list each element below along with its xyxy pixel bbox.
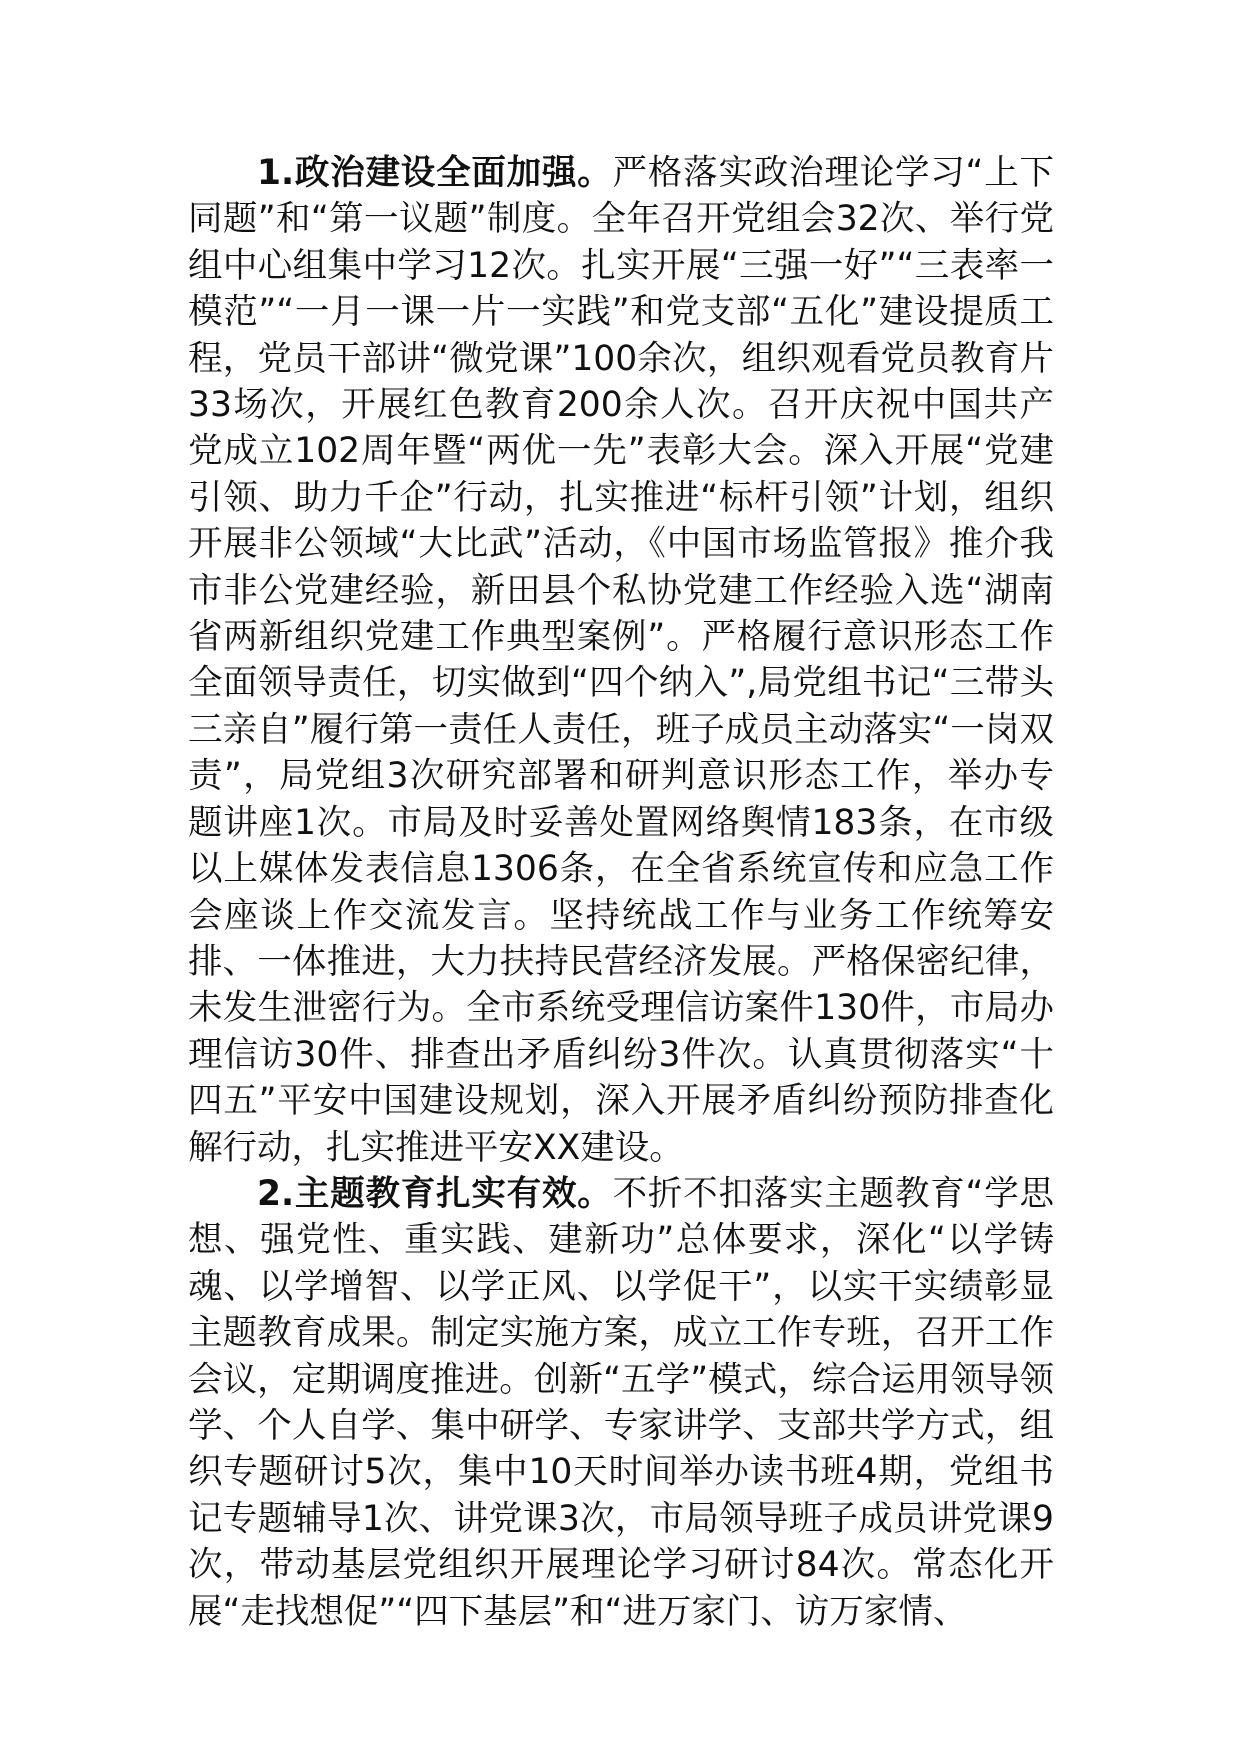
paragraph-heading: 2.主题教育扎实有效。 <box>257 1173 613 1214</box>
paragraph-text: 不折不扣落实主题教育“学思想、强党性、重实践、建新功”总体要求，深化“以学铸魂、以学增智、以学正风、以学促干”，以实干实绩彰显主题教育成果。制定实施方案，成立工作专班，召开工作会议，定期调度推进。创新“五学”模式，综合运用领导领学、个人自学、集中研学、专家讲学、支部共学方式，组织专题研讨5次，集中10天时间举办读书班4期，党组书记专题辅导1次、讲党课3次，市局领导班子成员讲党课9次，带动基层党组织开展理论学习研讨84次。常态化开展“走找想促”“四下基层”和“进万家门、访万家情、 <box>188 1173 1054 1632</box>
paragraph-heading: 1.政治建设全面加强。 <box>257 153 613 193</box>
paragraph-text: 严格落实政治理论学习“上下同题”和“第一议题”制度。全年召开党组会32次、举行党组中心组集中学习12次。扎实开展“三强一好”“三表率一模范”“一月一课一片一实践”和党支部“五化”建设提质工程，党员干部讲“微党课”100余次，组织观看党员教育片33场次，开展红色教育200余人次。召开庆祝中国共产党成立102周年暨“两优一先”表彰大会。深入开展“党建引领、助力千企”行动，扎实推进“标杆引领”计划，组织开展非公领域“大比武”活动，《中国市场监管报》推介我市非公党建经验，新田县个私协党建工作经验入选“湖南省两新组织党建工作典型案例”。严格履行意识形态工作全面领导责任，切实做到“四个纳入”,局党组书记“三带头三亲自”履行第一责任人责任，班子成员主动落实“一岗双责”，局党组3次研究部署和研判意识形态工作，举办专题讲座1次。市局及时妥善处置网络舆情183条，在市级以上媒体发表信息1306条，在全省系统宣传和应急工作会座谈上作交流发言。坚持统战工作与业务工作统筹安排、一体推进，大力扶持民营经济发展。严格保密纪律，未发生泄密行为。全市系统受理信访案件130件，市局办理信访30件、排查出矛盾纠纷3件次。认真贯彻落实“十四五”平安中国建设规划，深入开展矛盾纠纷预防排查化解行动，扎实推进平安XX建设。 <box>188 153 1054 1168</box>
paragraph-theme-education <box>188 1171 1054 1635</box>
paragraph-political-construction <box>188 150 1054 1171</box>
document-body <box>188 150 1054 1635</box>
